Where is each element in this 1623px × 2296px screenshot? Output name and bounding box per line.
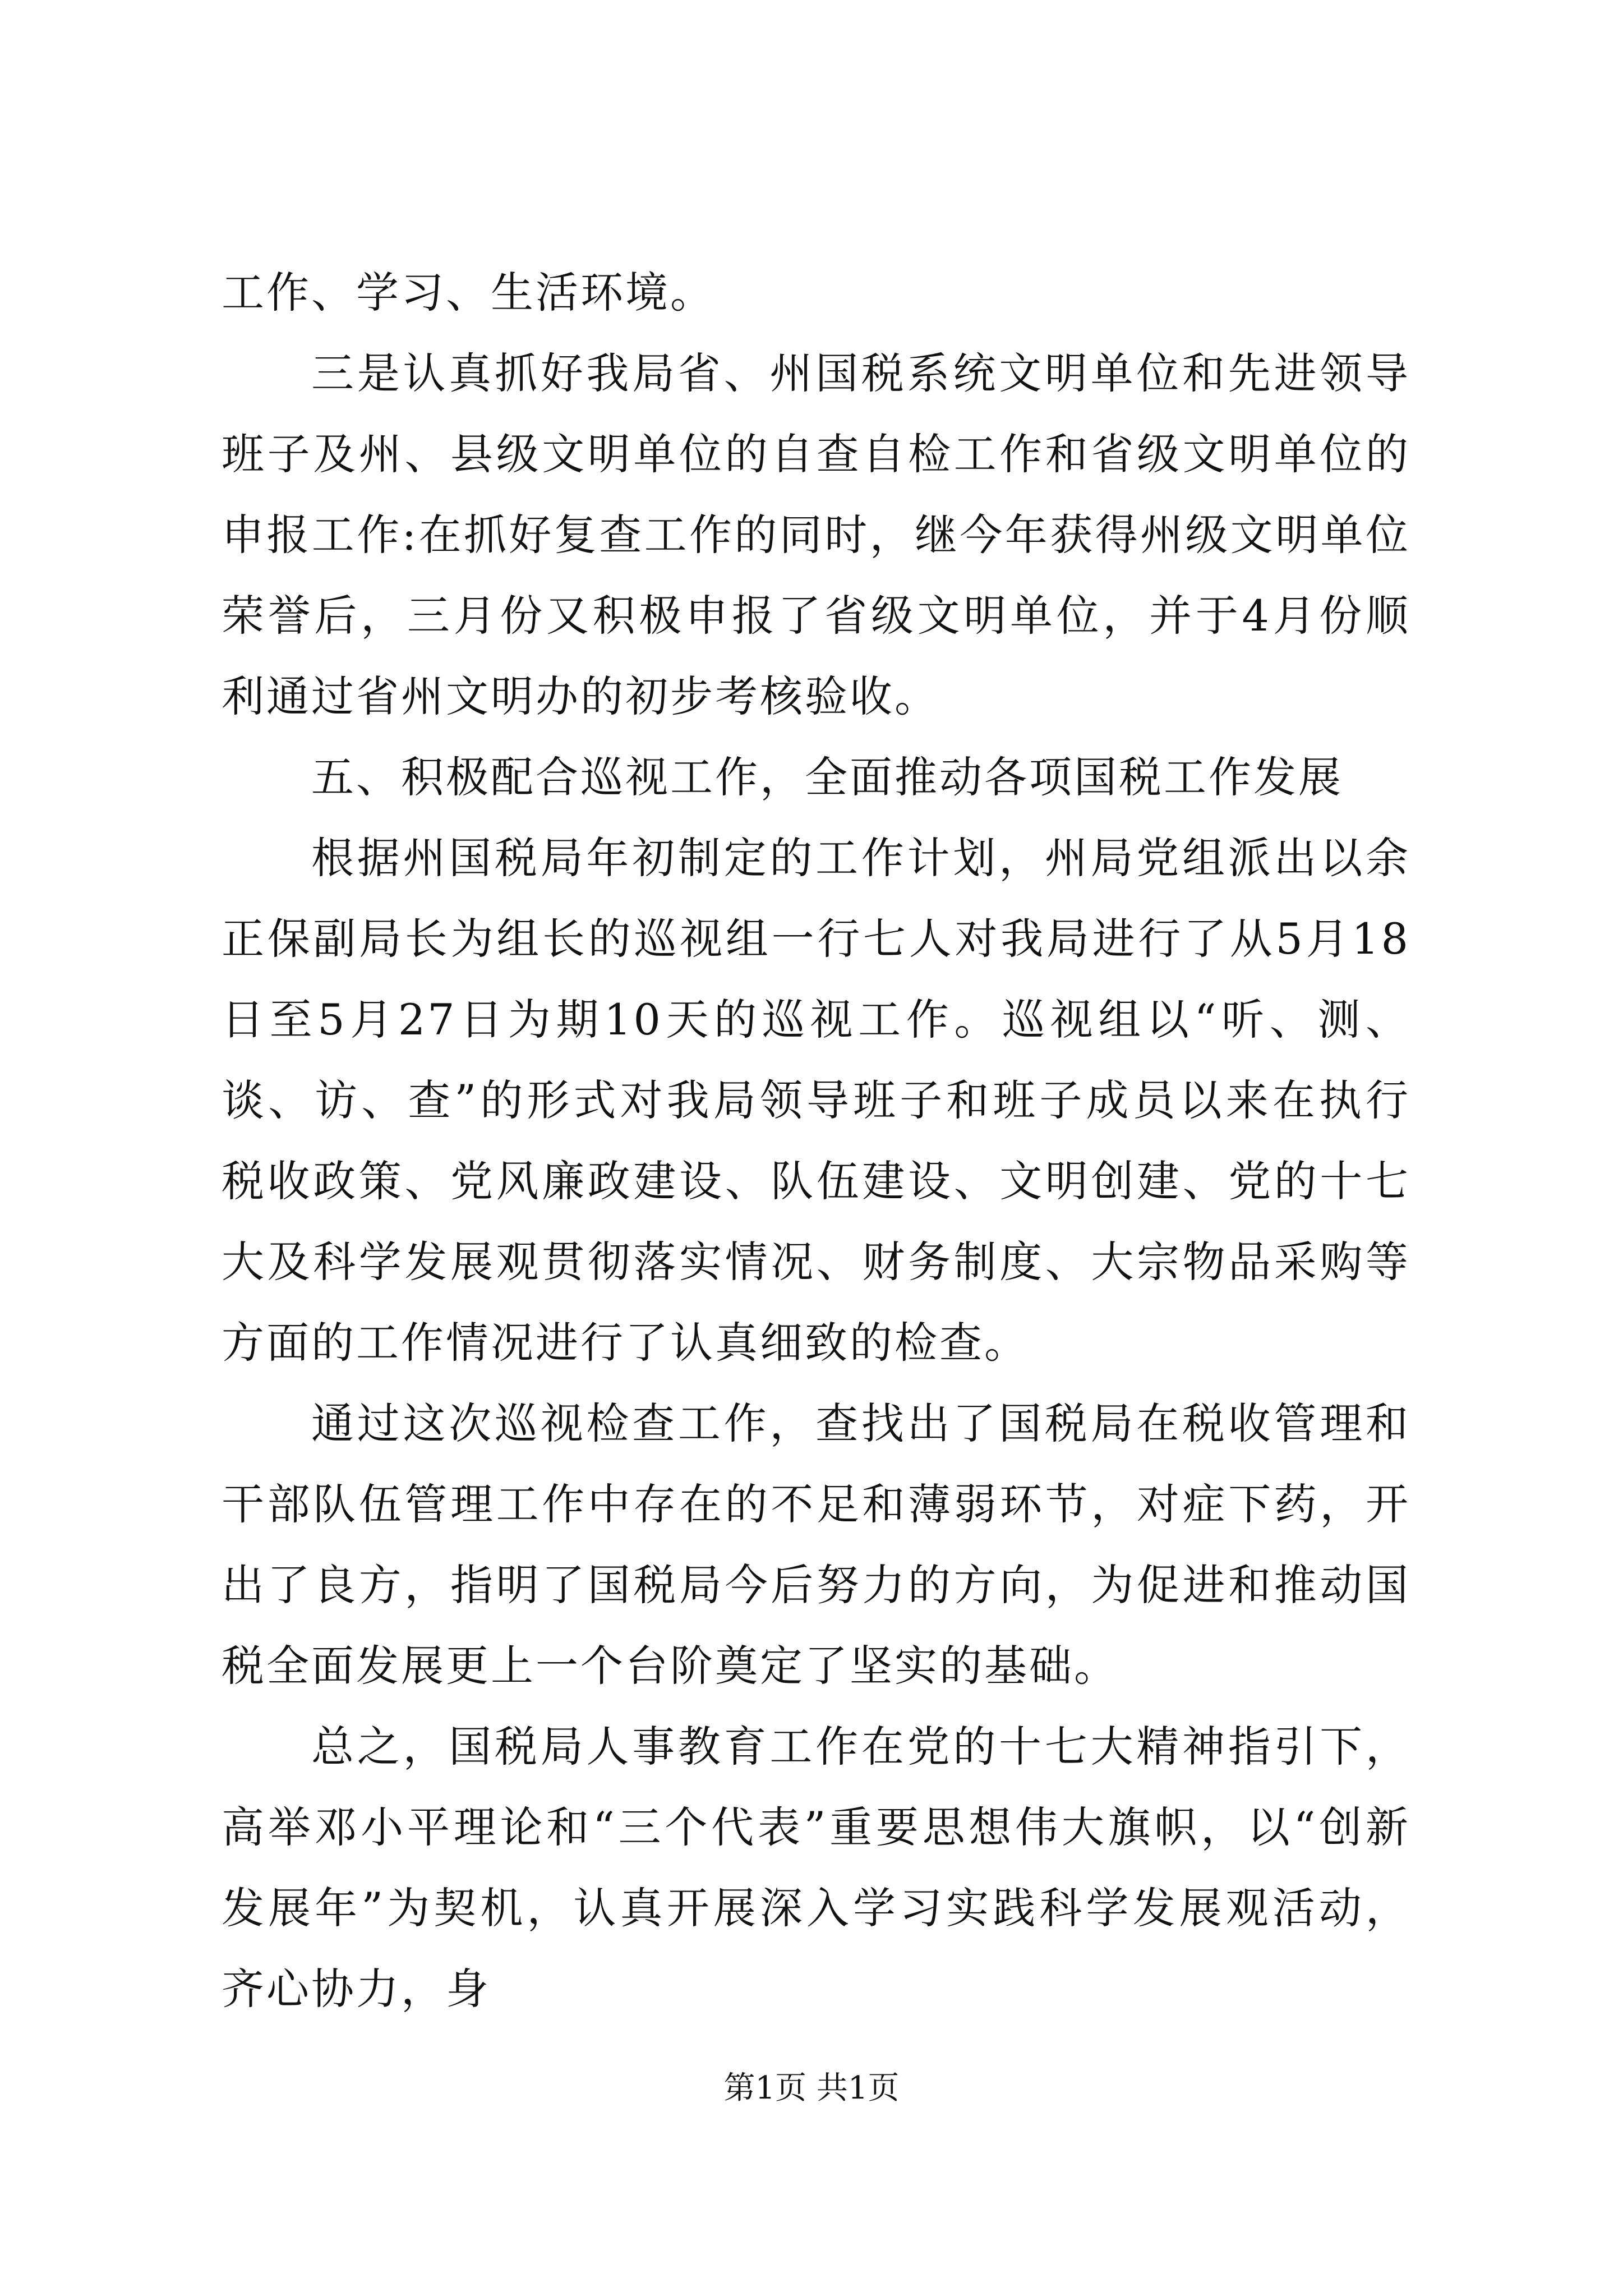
- document-body: [222, 252, 1410, 2030]
- paragraph-continuation: 工作、学习、生活环境。: [222, 268, 715, 318]
- paragraph-inspection-result: 通过这次巡视检查工作，查找出了国税局在税收管理和干部队伍管理工作中存在的不足和薄弱环节，对症下药，开出了良方，指明了国税局今后努力的方向，为促进和推动国税全面发展更上一个台阶奠定了坚实的基础。: [222, 1398, 1410, 1691]
- page-footer: 第1页 共1页: [723, 2070, 900, 2106]
- paragraph-summary: 总之，国税局人事教育工作在党的十七大精神指引下，高举邓小平理论和“三个代表”重要思想伟大旗帜，以“创新发展年”为契机，认真开展深入学习实践科学发展观活动，齐心协力，身: [222, 1722, 1410, 2014]
- paragraph-inspection-plan: 根据州国税局年初制定的工作计划，州局党组派出以余正保副局长为组长的巡视组一行七人对我局进行了从5月18日至5月27日为期10天的巡视工作。巡视组以“听、测、谈、访、查”的形式对我局领导班子和班子成员以来在执行税收政策、党风廉政建设、队伍建设、文明创建、党的十七大及科学发展观贯彻落实情况、财务制度、大宗物品采购等方面的工作情况进行了认真细致的检查。: [222, 833, 1410, 1368]
- section-heading-inspection: 五、积极配合巡视工作，全面推动各项国税工作发展: [311, 752, 1343, 802]
- paragraph-civilized-unit: 三是认真抓好我局省、州国税系统文明单位和先进领导班子及州、县级文明单位的自查自检工作和省级文明单位的申报工作:在抓好复查工作的同时，继今年获得州级文明单位荣誉后，三月份又积极申报了省级文明单位，并于4月份顺利通过省州文明办的初步考核验收。: [222, 348, 1410, 721]
